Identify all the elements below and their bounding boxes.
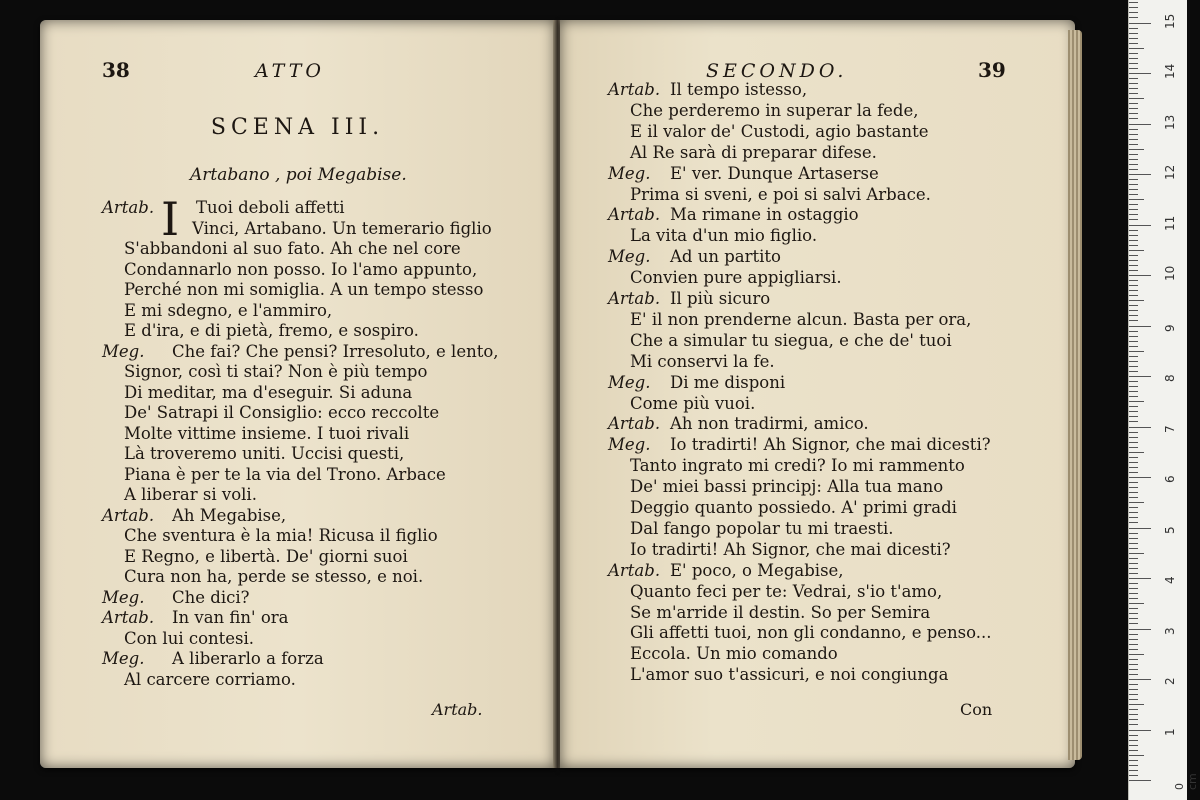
ruler-tick [1129,93,1138,94]
verse-line: Io tradirti! Ah Signor, che mai dicesti? [670,435,991,455]
ruler-tick [1129,457,1138,458]
ruler-tick [1129,634,1138,635]
speaker-label: Meg. [102,649,145,668]
ruler-tick [1129,664,1138,665]
page-edges [1068,30,1082,760]
ruler-tick [1129,689,1138,690]
ruler-tick [1129,144,1138,145]
verse-line: Tanto ingrato mi credi? Io mi rammento [630,456,965,476]
ruler-tick [1129,467,1138,468]
ruler-tick [1129,573,1138,574]
ruler-tick [1129,341,1138,342]
ruler-tick [1129,214,1138,215]
ruler-tick [1129,351,1144,352]
ruler-number: 14 [1163,63,1177,79]
ruler-number: 15 [1163,13,1177,29]
verse-line: A liberar si voli. [124,485,257,504]
ruler-tick [1129,528,1151,529]
ruler-number: 13 [1163,114,1177,130]
scene-title: SCENA III. [210,115,385,140]
ruler-tick [1129,780,1151,781]
ruler-tick [1129,179,1138,180]
verse-line: Dal fango popolar tu mi traesti. [630,518,894,538]
ruler-tick [1129,432,1138,433]
speaker-label: Meg. [102,587,145,607]
ruler-tick [1129,129,1138,130]
verse-line: E mi sdegno, e l'ammiro, [124,300,333,320]
ruler-number: 5 [1163,525,1177,534]
ruler-tick [1129,724,1138,725]
ruler-tick [1129,558,1138,559]
ruler-tick [1129,7,1138,8]
verse-line: Perché non mi somiglia. A un tempo stesso [124,280,484,299]
ruler-tick [1129,78,1138,79]
ruler-tick [1129,17,1138,18]
ruler-tick [1129,462,1138,463]
ruler-tick [1129,391,1138,392]
ruler-tick [1129,280,1138,281]
ruler-tick [1129,83,1138,84]
ruler-tick [1129,53,1138,54]
ruler-tick [1129,472,1138,473]
verse-line: Mi conservi la fe. [630,351,775,371]
verse-line: Io tradirti! Ah Signor, che mai dicesti? [630,539,951,559]
ruler-number: 8 [1163,374,1177,382]
ruler-tick [1129,124,1151,125]
ruler-tick [1129,260,1138,261]
ruler-tick [1129,43,1138,44]
ruler-tick [1129,174,1151,175]
ruler-number: 4 [1163,576,1177,584]
ruler-tick [1129,603,1144,604]
verse-line: Deggio quanto possiedo. A' primi gradi [630,498,957,517]
ruler-tick [1129,230,1138,231]
ruler-tick [1129,235,1138,236]
ruler-tick [1129,553,1144,554]
ruler-tick [1129,371,1138,372]
ruler-tick [1129,416,1138,417]
ruler-tick [1129,346,1138,347]
ruler-tick [1129,38,1138,39]
verse-line: S'abbandoni al suo fato. Ah che nel core [124,239,461,258]
ruler-tick [1129,245,1138,246]
ruler-tick [1129,320,1138,321]
ruler-tick [1129,583,1138,584]
ruler-tick [1129,659,1138,660]
ruler-tick [1129,169,1138,170]
ruler-tick [1129,755,1144,756]
ruler-tick [1129,204,1138,205]
ruler-tick [1129,164,1138,165]
ruler-tick [1129,714,1138,715]
ruler-tick [1129,336,1138,337]
speaker-label: Meg. [608,247,651,267]
ruler-tick [1129,618,1138,619]
verse-line: Piana è per te la via del Trono. Arbace [124,464,446,484]
speaker-label: Meg. [608,163,651,183]
ruler-number: 10 [1163,265,1177,281]
ruler-tick [1129,396,1138,397]
verse-line: Il più sicuro [670,289,771,308]
ruler-tick [1129,644,1138,645]
ruler-tick [1129,437,1138,438]
ruler-tick [1129,366,1138,367]
ruler-tick [1129,730,1151,731]
ruler-tick [1129,103,1138,104]
ruler-tick [1129,563,1138,564]
speaker-label: Artab. [608,205,661,225]
verse-line: Con lui contesi. [124,628,255,648]
verse-line: Al Re sarà di preparar difese. [630,142,877,162]
ruler-tick [1129,568,1138,569]
running-head: ATTO [255,60,325,82]
catchword: Con [960,700,993,719]
ruler-tick [1129,704,1144,705]
ruler-tick [1129,623,1138,624]
verse-line: Che fai? Che pensi? Irresoluto, e lento, [172,341,499,361]
ruler-tick [1129,421,1138,422]
verse-line: Il tempo istesso, [670,80,808,99]
verse-line: Di me disponi [670,372,786,392]
ruler-number: 9 [1163,323,1177,332]
ruler-tick [1129,2,1138,3]
ruler-tick [1129,326,1151,327]
ruler-tick [1129,750,1138,751]
ruler-tick [1129,639,1138,640]
ruler-number: 6 [1163,475,1177,483]
ruler-tick [1129,199,1144,200]
ruler-tick [1129,578,1151,579]
speaker-label: Artab. [608,289,661,308]
ruler-tick [1129,442,1138,443]
ruler-tick [1129,240,1138,241]
ruler-tick [1129,23,1151,24]
ruler-tick [1129,401,1144,402]
ruler-tick [1129,629,1151,630]
ruler-tick [1129,548,1138,549]
ruler-tick [1129,376,1151,377]
verse-line: Signor, così ti stai? Non è più tempo [124,362,428,381]
ruler-tick [1129,775,1138,776]
verse-line: Ah non tradirmi, amico. [670,414,869,434]
verse-line: Là troveremo uniti. Uccisi questi, [124,444,405,463]
ruler-tick [1129,225,1151,226]
ruler-tick [1129,674,1138,675]
ruler-tick [1129,88,1138,89]
ruler-tick [1129,679,1151,680]
speaker-label: Artab. [608,414,661,434]
ruler-tick [1129,33,1138,34]
verse-line: Che perderemo in superar la fede, [630,100,919,120]
ruler-tick [1129,709,1138,710]
verse-line: Quanto feci per te: Vedrai, s'io t'amo, [630,581,943,601]
ruler-tick [1129,300,1144,301]
ruler-tick [1129,760,1138,761]
ruler-tick [1129,608,1138,609]
ruler-tick [1129,275,1151,276]
verse-line: Tuoi deboli affetti [196,198,345,217]
verse-line: Di meditar, ma d'eseguir. Si aduna [124,382,413,402]
ruler-tick [1129,194,1138,195]
ruler-tick [1129,492,1138,493]
ruler-tick [1129,219,1138,220]
verse-line: E d'ira, e di pietà, fremo, e sospiro. [124,321,419,340]
ruler-tick [1129,452,1144,453]
ruler-tick [1129,134,1138,135]
ruler-tick [1129,497,1138,498]
ruler-tick [1129,538,1138,539]
ruler-tick [1129,255,1138,256]
ruler-tick [1129,477,1151,478]
speaker-label: Meg. [102,341,145,361]
ruler-tick [1129,290,1138,291]
ruler-tick [1129,411,1138,412]
ruler-tick [1129,139,1138,140]
ruler-tick [1129,310,1138,311]
verse-line: E Regno, e libertà. De' giorni suoi [124,546,408,566]
ruler-tick [1129,113,1138,114]
ruler-tick [1129,502,1144,503]
ruler-number: 2 [1163,677,1177,685]
drop-cap: I [161,192,180,246]
ruler-tick [1129,654,1144,655]
ruler-tick [1129,482,1138,483]
ruler-tick [1129,512,1138,513]
verse-line: In van fin' ora [172,608,289,627]
ruler-tick [1129,63,1138,64]
page-number: 38 [102,58,130,82]
ruler-tick [1129,108,1138,109]
ruler-tick [1129,209,1138,210]
ruler-tick [1129,740,1138,741]
ruler-tick [1129,270,1138,271]
ruler-tick [1129,699,1138,700]
ruler-number: 11 [1163,215,1177,231]
ruler-tick [1129,250,1144,251]
verse-line: Che sventura è la mia! Ricusa il figlio [124,526,438,545]
verse-line: E il valor de' Custodi, agio bastante [630,121,929,141]
ruler-tick [1129,381,1138,382]
speaker-label: Meg. [608,435,651,455]
ruler-tick [1129,48,1144,49]
ruler-tick [1129,58,1138,59]
ruler-tick [1129,694,1138,695]
ruler-tick [1129,719,1138,720]
ruler-unit: 0 cm [1173,773,1199,790]
right-page [560,20,1075,768]
verse-line: Convien pure appigliarsi. [630,268,842,288]
ruler-tick [1129,447,1138,448]
ruler-tick [1129,598,1138,599]
ruler-tick [1129,588,1138,589]
ruler-tick [1129,517,1138,518]
speaker-label: Artab. [102,198,155,217]
verse-line: Eccola. Un mio comando [630,644,838,664]
verse-line: Ah Megabise, [172,505,287,525]
verse-line: Molte vittime insieme. I tuoi rivali [124,423,410,443]
ruler-tick [1129,507,1138,508]
verse-line: Vinci, Artabano. Un temerario figlio [192,218,492,238]
verse-line: L'amor suo t'assicuri, e noi congiunga [630,665,949,685]
ruler-tick [1129,533,1138,534]
verse-line: Gli affetti tuoi, non gli condanno, e penso... [630,623,992,643]
verse-line: Come più vuoi. [630,393,756,413]
verse-line: Che dici? [172,587,250,607]
ruler-tick [1129,649,1138,650]
verse-line: La vita d'un mio figlio. [630,226,818,246]
ruler-number: 12 [1163,164,1177,180]
ruler-number: 7 [1163,424,1177,433]
ruler-tick [1129,154,1138,155]
speaker-label: Artab. [102,608,155,627]
verse-line: Che a simular tu siegua, e che de' tuoi [630,330,952,350]
catchword: Artab. [432,700,483,719]
speaker-label: Artab. [608,80,661,99]
ruler-tick [1129,73,1151,74]
ruler-tick [1129,522,1138,523]
verse-line: Cura non ha, perde se stesso, e noi. [124,567,424,586]
ruler-tick [1129,305,1138,306]
ruler-tick [1129,189,1138,190]
ruler-tick [1129,265,1138,266]
ruler-tick [1129,770,1138,771]
ruler-tick [1129,543,1138,544]
ruler-tick [1129,315,1138,316]
verse-line: Se m'arride il destin. So per Semira [630,602,931,622]
ruler-tick [1129,765,1138,766]
speaker-label: Artab. [608,560,661,580]
verse-line: De' miei bassi principj: Alla tua mano [630,477,944,497]
ruler-tick [1129,406,1138,407]
character-list: Artabano , poi Megabise. [190,165,407,185]
ruler-tick [1129,735,1138,736]
ruler-tick [1129,361,1138,362]
ruler-tick [1129,427,1151,428]
ruler-tick [1129,295,1138,296]
ruler-tick [1129,745,1138,746]
ruler-tick [1129,386,1138,387]
verse-line: Ma rimane in ostaggio [670,205,859,225]
verse-line: De' Satrapi il Consiglio: ecco reccolte [124,403,440,422]
ruler-tick [1129,331,1138,332]
verse-line: Ad un partito [670,247,781,267]
ruler-tick [1129,184,1138,185]
ruler-tick [1129,684,1138,685]
running-head: SECONDO. [706,60,848,82]
ruler-number: 1 [1163,727,1177,736]
ruler-tick [1129,285,1138,286]
verse-line: E' il non prenderne alcun. Basta per ora, [630,309,972,329]
verse-line: E' ver. Dunque Artaserse [670,163,879,183]
ruler-tick [1129,669,1138,670]
ruler-tick [1129,159,1138,160]
ruler-tick [1129,487,1138,488]
verse-line: E' poco, o Megabise, [670,560,844,580]
ruler-tick [1129,149,1144,150]
left-page [40,20,555,768]
ruler-tick [1129,28,1138,29]
ruler-tick [1129,593,1138,594]
speaker-label: Artab. [102,505,155,525]
ruler-tick [1129,98,1144,99]
verse-line: A liberarlo a forza [172,649,324,668]
verse-line: Al carcere corriamo. [124,669,296,689]
verse-line: Condannarlo non posso. Io l'amo appunto, [124,259,478,279]
measurement-ruler [1128,0,1199,800]
ruler-number: 3 [1163,626,1177,635]
ruler-tick [1129,118,1138,119]
ruler-tick [1129,356,1138,357]
page-number: 39 [978,58,1006,82]
ruler-tick [1129,12,1138,13]
speaker-label: Meg. [608,372,651,392]
verse-line: Prima si sveni, e poi si salvi Arbace. [630,184,931,204]
ruler-tick [1129,68,1138,69]
ruler-tick [1129,613,1138,614]
